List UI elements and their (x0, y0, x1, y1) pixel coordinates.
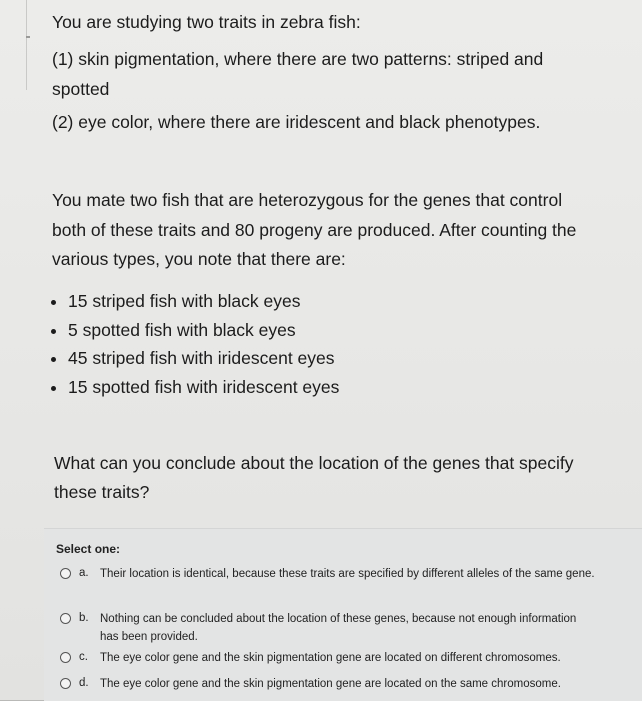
option-text[interactable]: The eye color gene and the skin pigmentation gene are located on different chromosomes. (100, 652, 561, 664)
option-letter: c. (79, 651, 88, 663)
margin-rule (26, 0, 27, 90)
option-text[interactable]: Nothing can be concluded about the location of these genes, because not enough information has been provided. (100, 613, 577, 643)
option-letter: a. (79, 567, 89, 579)
option-text[interactable]: Their location is identical, because these traits are specified by different alleles of the same gene. (100, 568, 595, 580)
list-item: • 15 spotted fish with iridescent eyes (68, 373, 339, 402)
progeny-results-list (52, 287, 339, 401)
radio-button-b[interactable] (60, 613, 71, 624)
option-letter: b. (79, 612, 89, 624)
option-text[interactable]: The eye color gene and the skin pigmentation gene are located on the same chromosome. (100, 678, 561, 690)
select-one-label: Select one: (56, 542, 121, 556)
trait-1-text: (1) skin pigmentation, where there are two patterns: striped and spotted (52, 49, 544, 99)
list-item: • 45 striped fish with iridescent eyes (68, 344, 339, 373)
cross-description: You mate two fish that are heterozygous for the genes that control both of these traits and 80 progeny are produced. After counting the various types, you note that there are: (52, 190, 577, 269)
option-letter: d. (79, 677, 89, 689)
radio-button-d[interactable] (60, 678, 71, 689)
question-prompt: What can you conclude about the location of the genes that specify these traits? (54, 453, 574, 502)
trait-2-text: (2) eye color, where there are iridescent and black phenotypes. (52, 112, 541, 132)
radio-button-c[interactable] (60, 652, 71, 663)
list-item: • 5 spotted fish with black eyes (68, 316, 339, 345)
radio-button-a[interactable] (60, 568, 71, 579)
question-intro: You are studying two traits in zebra fish: (52, 12, 361, 32)
margin-tick (26, 36, 30, 38)
list-item: • 15 striped fish with black eyes (68, 287, 339, 316)
